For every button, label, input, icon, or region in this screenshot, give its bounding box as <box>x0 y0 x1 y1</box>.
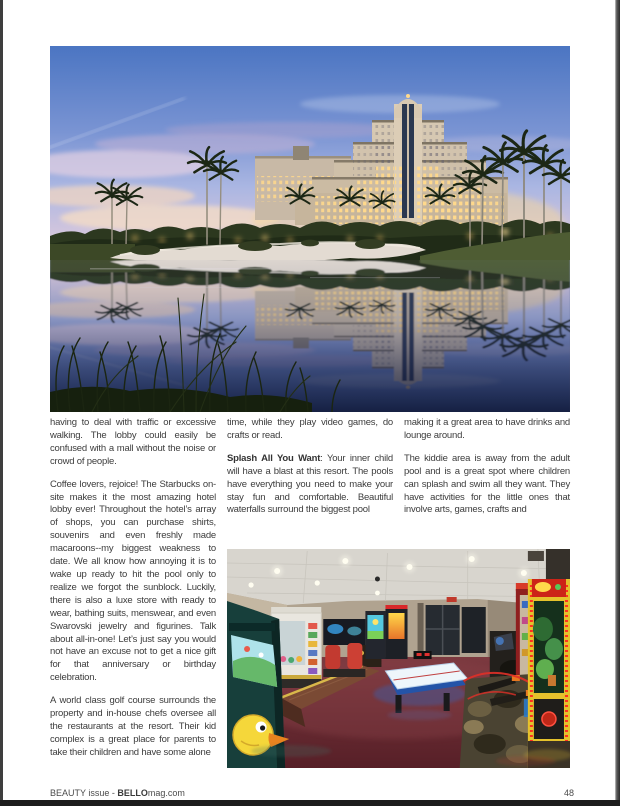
paragraph: having to deal with traffic or excessive walking. The lobby could easily be confused with a mall without the noise or crowd of people. <box>50 417 216 467</box>
page-edge-right <box>615 0 620 806</box>
paragraph: A world class golf course surrounds the property and in-house chefs oversee all the restaurants at the resort. Their kid complex is a great place for parents to take their children and have some alone <box>50 695 216 758</box>
hero-photo-illustration <box>50 46 570 412</box>
brand-suffix: mag.com <box>147 788 185 798</box>
page-edge-left <box>0 0 3 806</box>
text-column-1 <box>50 417 216 770</box>
section-lead: Splash All You Want <box>227 452 321 464</box>
arcade-photo <box>227 549 570 768</box>
jungle-arcade-cabinet <box>528 579 570 768</box>
paragraph: The kiddie area is away from the adult pool and is a great spot where children can splash and swim all they want. They have activities for the little ones that involve arts, games, crafts and <box>404 452 570 516</box>
paragraph: time, while they play video games, do crafts or read. <box>227 417 393 441</box>
paragraph-text: : Your inner child will have a blast at this resort. The pools have everything you need to make your stay fun and comfortable. Beautiful waterfalls surround the biggest pool <box>227 452 393 516</box>
page-edge-bottom <box>0 800 620 806</box>
footer-issue-credit <box>50 788 185 798</box>
paragraph: Coffee lovers, rejoice! The Starbucks on-site makes it the most amazing hotel lobby ever! Throughout the hotel’s array of shops, you can purchase shirts, souvenirs and even freshly made macaroons--my biggest weakness to date. We all know how annoying it is to wake up ready to hit the pool only to realize we forgot the sunblock. Luckily, there is also a luxe store with ready to wear, bathing suits, menswear, and even Swarovski jewelry and figurines. Talk about all-in-one! Let’s just say you would not have an excuse not to get a nice gift for that anniversary or birthday celebration. <box>50 478 216 684</box>
paragraph <box>227 453 393 518</box>
page-footer <box>50 788 574 798</box>
arcade-photo-illustration <box>227 549 570 768</box>
video-game-cabinets <box>365 605 407 659</box>
issue-label: BEAUTY issue - <box>50 788 118 798</box>
page-number: 48 <box>563 788 574 798</box>
brand-name: BELLO <box>117 788 148 798</box>
hero-photo <box>50 46 570 412</box>
lake-reflection <box>50 258 570 412</box>
paragraph: making it a great area to have drinks and lounge around. <box>404 417 570 441</box>
